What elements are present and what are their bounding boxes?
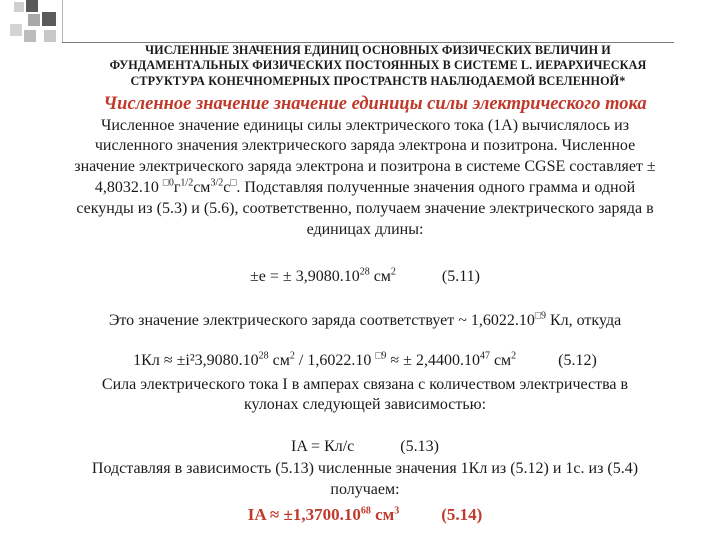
equation-number: (5.13) — [400, 438, 439, 455]
body-line-4: 4,8032.10 $^{□0}г^{1/2}см^{3/2}с^□$. Подставляя полученные значения одного грамма и одной — [94, 177, 636, 196]
deco-square — [14, 2, 24, 12]
deco-square — [44, 30, 56, 42]
deco-square — [28, 14, 40, 26]
equation-5-14: IA ≈ $\pm 1,3700.10^{68}$ $см^3$ (5.14) — [247, 505, 483, 524]
body-line-9: кулонах следующей зависимостью: — [243, 396, 487, 413]
deco-square — [26, 0, 38, 12]
body-line-2: численного значения электрического заряда электрона и позитрона. Численное — [94, 137, 636, 154]
equation-5-13: IA = Кл/с (5.13) — [291, 438, 439, 455]
deco-square — [24, 30, 36, 42]
deco-square — [42, 12, 56, 26]
equation-number: (5.14) — [441, 505, 483, 524]
body-line-1: Численное значение единицы силы электрического тока (1А) вычислялось из — [100, 117, 630, 134]
equation-number: (5.11) — [441, 268, 480, 285]
deco-square — [10, 24, 22, 36]
equation-number: (5.12) — [558, 352, 597, 369]
header-line-3: СТРУКТУРА КОНЕЧНОМЕРНЫХ ПРОСТРАНСТВ НАБЛЮДАЕМОЙ ВСЕЛЕННОЙ* — [130, 74, 626, 88]
body-line-11: получаем: — [330, 481, 400, 498]
vertical-divider — [62, 0, 63, 42]
header-line-2: ФУНДАМЕНТАЛЬНЫХ ФИЗИЧЕСКИХ ПОСТОЯННЫХ В СИСТЕМЕ L. ИЕРАРХИЧЕСКАЯ — [109, 58, 647, 72]
body-line-7: Это значение электрического заряда соответствует ~ $1,6022.10^{□9}$ Кл, откуда — [108, 310, 622, 329]
slide-subtitle: Численное значение значение единицы силы электрического тока — [103, 94, 647, 114]
body-line-10: Подставляя в зависимость (5.13) численные значения 1Кл из (5.12) и 1с. из (5.4) — [91, 460, 639, 477]
header-line-1: ЧИСЛЕННЫЕ ЗНАЧЕНИЯ ЕДИНИЦ ОСНОВНЫХ ФИЗИЧЕСКИХ ВЕЛИЧИН И — [145, 43, 611, 57]
body-line-8: Сила электрического тока I в амперах связана с количеством электричества в — [101, 376, 629, 393]
body-line-6: единицах длины: — [306, 221, 424, 238]
body-line-5: секунды из (5.3) и (5.6), соответственно, получаем значение электрического заряда в — [76, 200, 654, 217]
body-line-3: значение электрического заряда электрона и позитрона в системе CGSE составляет ± — [74, 158, 656, 175]
equation-5-11: ±e = ± $3,9080.10^{28}$ $см^2$ (5.11) — [250, 266, 480, 285]
equation-5-12: $1Кл \approx \pm i^23,9080.10^{28}$ $см^2 / 1,6022.10$ $^{□9}$ ≈ ± $2,4400.10^{47}$ $см^2$ (5.12) — [133, 350, 597, 369]
